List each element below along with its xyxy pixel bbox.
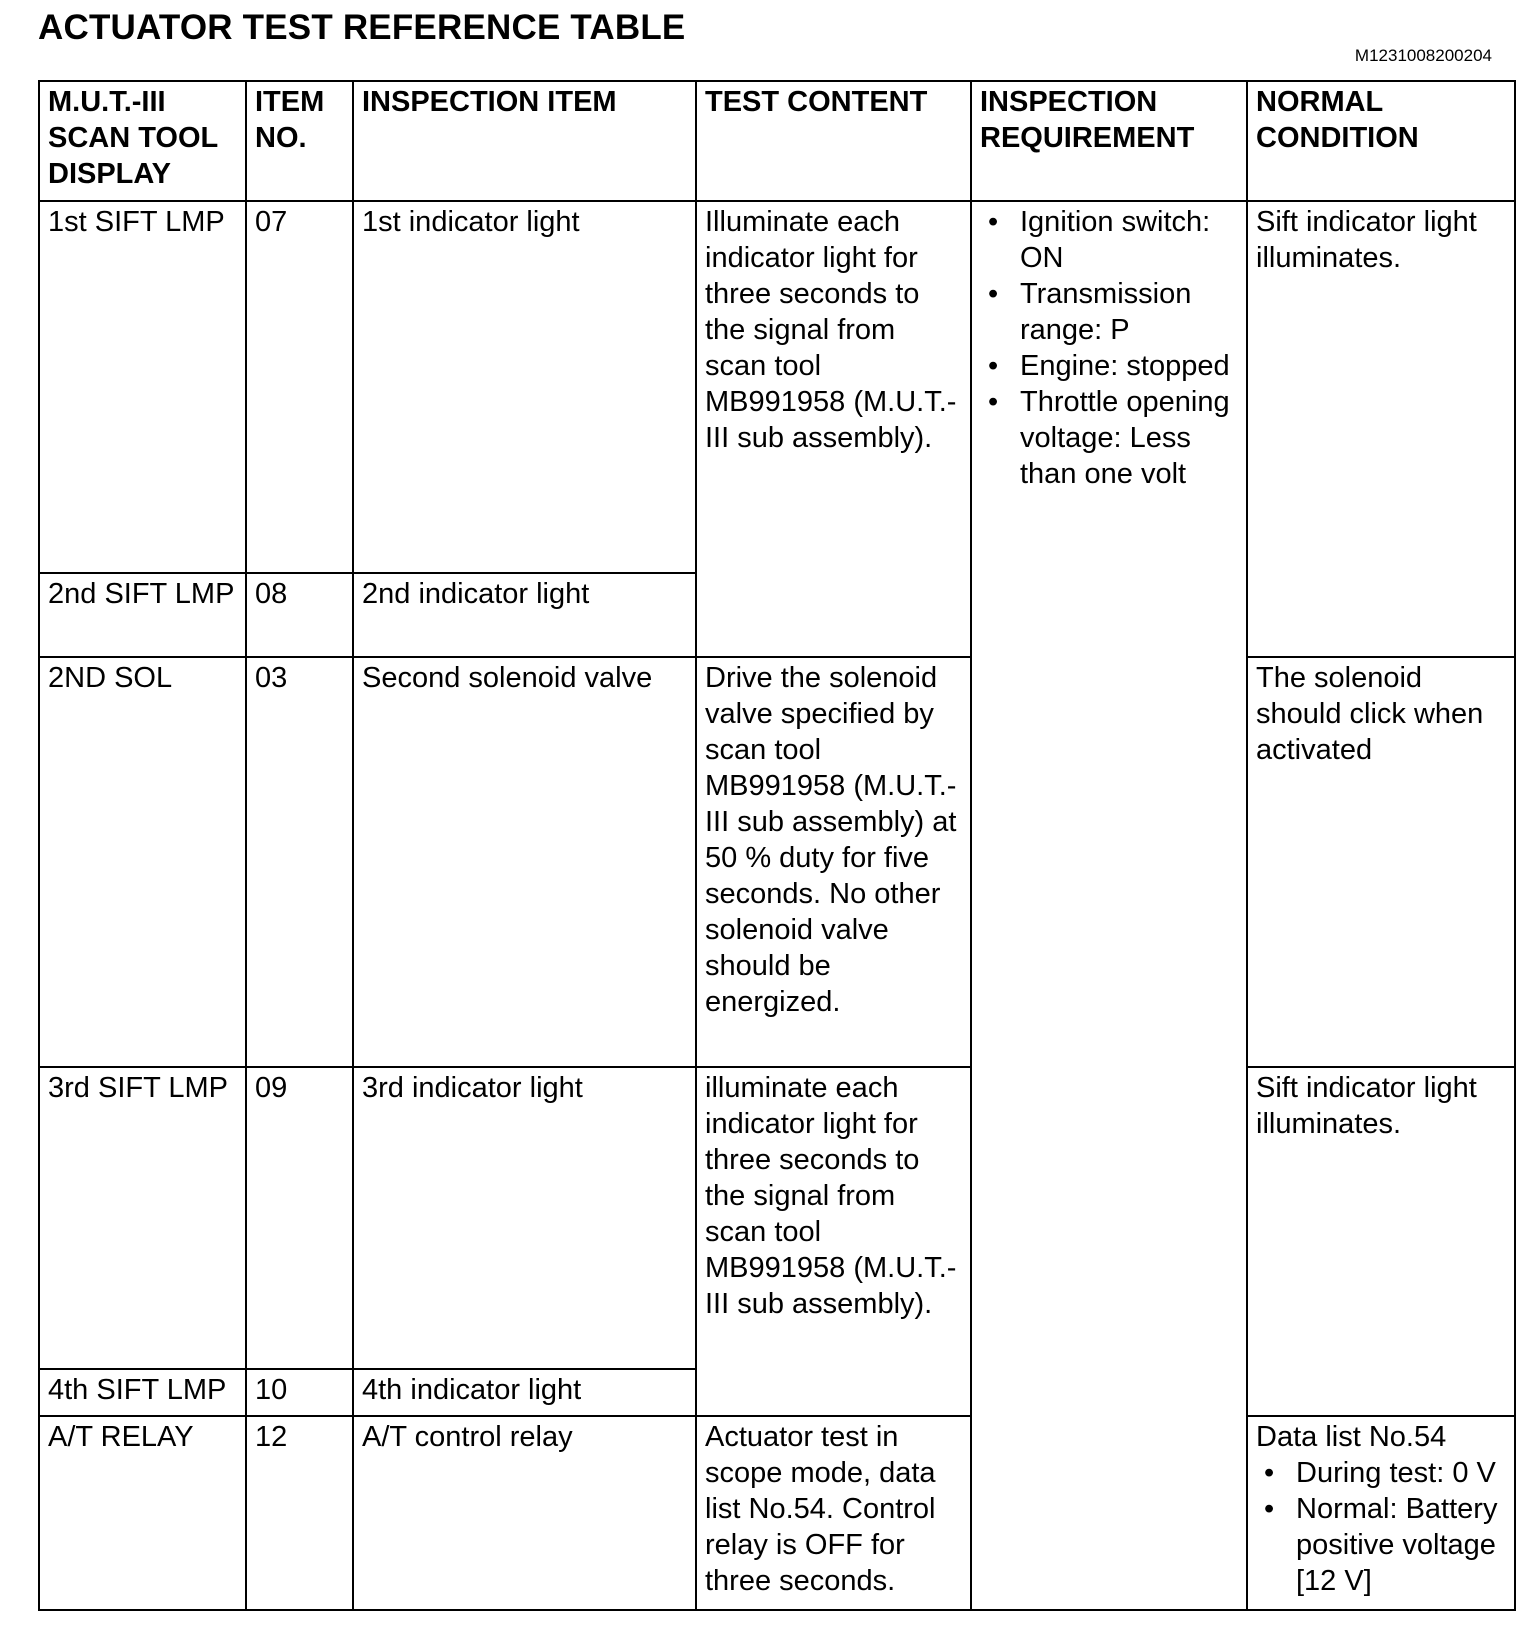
relay-condition-intro: Data list No.54 [1256,1421,1447,1453]
document-id: M1231008200204 [1354,46,1492,65]
table-row [39,1067,1515,1369]
header-row [39,81,1515,201]
cell-inspection-item: Second solenoid valve [353,657,696,1067]
cell-inspection-item: 1st indicator light [353,201,696,573]
cell-test-content: Actuator test in scope mode, data list No.54. Control relay is OFF for three seconds. [696,1416,971,1610]
cell-normal-condition [1247,1416,1515,1610]
header-inspection-item: INSPECTION ITEM [353,81,696,201]
requirement-list [980,204,1238,492]
cell-display: 1st SIFT LMP [39,201,246,573]
actuator-test-table [38,80,1516,1611]
cell-test-content: Illuminate each indicator light for three seconds to the signal from scan tool MB991958 (M.U.T.-III sub assembly). [696,201,971,657]
cell-display: 3rd SIFT LMP [39,1067,246,1369]
cell-display: 4th SIFT LMP [39,1369,246,1416]
header-scan-tool-display: M.U.T.-III SCAN TOOL DISPLAY [39,81,246,201]
table-row [39,657,1515,1067]
header-normal-condition: NORMAL CONDITION [1247,81,1515,201]
header-inspection-requirement: INSPECTION REQUIREMENT [971,81,1247,201]
page-title: ACTUATOR TEST REFERENCE TABLE [38,8,686,47]
cell-normal-condition: Sift indicator light illuminates. [1247,1067,1515,1416]
cell-display: 2ND SOL [39,657,246,1067]
list-item: • Throttle opening voltage: Less than one volt [1020,384,1238,492]
cell-item-no: 03 [246,657,353,1067]
cell-item-no: 12 [246,1416,353,1610]
header-item-no: ITEM NO. [246,81,353,201]
list-item: • Normal: Battery positive voltage [12 V] [1296,1491,1506,1599]
list-item: • During test: 0 V [1296,1455,1506,1491]
cell-display: A/T RELAY [39,1416,246,1610]
cell-inspection-requirement [971,201,1247,1610]
list-item: • Transmission range: P [1020,276,1238,348]
cell-normal-condition: The solenoid should click when activated [1247,657,1515,1067]
cell-inspection-item: A/T control relay [353,1416,696,1610]
cell-inspection-item: 3rd indicator light [353,1067,696,1369]
cell-inspection-item: 2nd indicator light [353,573,696,657]
cell-item-no: 08 [246,573,353,657]
cell-test-content: Drive the solenoid valve specified by scan tool MB991958 (M.U.T.-III sub assembly) at 50 % duty for five seconds. No other solenoid valve should be energized. [696,657,971,1067]
cell-display: 2nd SIFT LMP [39,573,246,657]
cell-item-no: 07 [246,201,353,573]
cell-item-no: 10 [246,1369,353,1416]
cell-inspection-item: 4th indicator light [353,1369,696,1416]
header-test-content: TEST CONTENT [696,81,971,201]
relay-condition-list [1256,1455,1506,1599]
list-item: • Engine: stopped [1020,348,1238,384]
cell-test-content: illuminate each indicator light for three seconds to the signal from scan tool MB991958 (M.U.T.-III sub assembly). [696,1067,971,1416]
cell-item-no: 09 [246,1067,353,1369]
table-row [39,201,1515,573]
table-row [39,1416,1515,1610]
cell-normal-condition: Sift indicator light illuminates. [1247,201,1515,657]
list-item: • Ignition switch: ON [1020,204,1238,276]
